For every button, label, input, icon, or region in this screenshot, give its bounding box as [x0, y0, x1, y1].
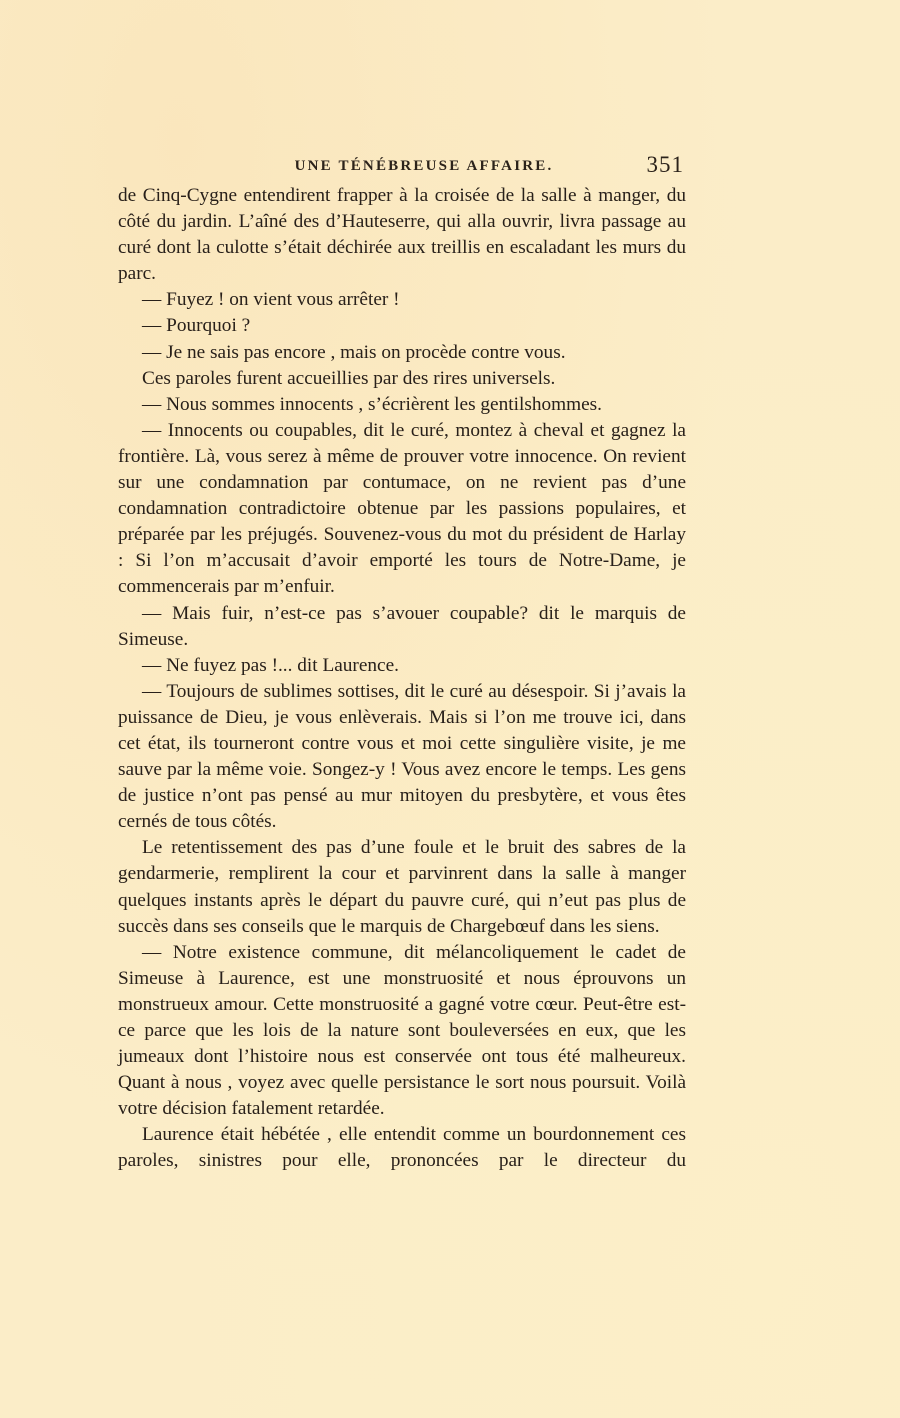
paragraph-dialogue: — Fuyez ! on vient vous arrêter ! [142, 289, 400, 311]
page-number: 351 [646, 152, 684, 177]
paragraph-dialogue: — Nous sommes innocents , s’écrièrent les gentilshommes. [142, 393, 602, 415]
paragraph-continuation: de Cinq-Cygne entendirent frapper à la croisée de la salle à manger, du côté du jardin. L’aîné des d’Hauteserre, qui alla ouvrir, livra passage au curé dont la culotte s’était déchirée aux treillis en escaladant les murs du parc. [118, 185, 686, 285]
paragraph-dialogue: — Notre existence commune, dit mélancoliquement le cadet de Simeuse à Laurence, est une monstruosité et nous éprouvons un monstrueux amour. Cette monstruosité a gagné votre cœur. Peut-être est-ce parce que les lois de la nature sont bouleversées en eux, que les jumeaux dont l’histoire nous est conservée ont tous été malheureux. Quant à nous , voyez avec quelle persistance le sort nous poursuit. Voilà votre décision fatalement retardée. [118, 941, 686, 1120]
running-head [118, 150, 686, 180]
paragraph: Ces paroles furent accueillies par des rires universels. [142, 367, 556, 389]
paragraph-dialogue: — Pourquoi ? [142, 315, 251, 337]
paragraph-dialogue: — Je ne sais pas encore , mais on procède contre vous. [142, 341, 566, 363]
paragraph-dialogue: — Mais fuir, n’est-ce pas s’avouer coupable? dit le marquis de Simeuse. [118, 602, 686, 650]
paragraph: Laurence était hébétée , elle entendit comme un bourdonnement ces paroles, sinistres pour elle, prononcées par le directeur du [118, 1124, 686, 1172]
body-text [118, 183, 686, 1175]
paragraph-dialogue: — Toujours de sublimes sottises, dit le curé au désespoir. Si j’avais la puissance de Dieu, je vous enlèverais. Mais si l’on me trouve ici, dans cet état, ils tourneront contre vous et moi cette singulière visite, je me sauve par la même voie. Songez-y ! Vous avez encore le temps. Les gens de justice n’ont pas pensé au mur mitoyen du presbytère, et vous êtes cernés de tous côtés. [118, 680, 686, 833]
running-title: UNE TÉNÉBREUSE AFFAIRE. [294, 158, 554, 174]
paragraph: Le retentissement des pas d’une foule et le bruit des sabres de la gendarmerie, remplirent la cour et parvinrent dans la salle à manger quelques instants après le départ du pauvre curé, qui n’eut pas plus de succès dans ses conseils que le marquis de Chargebœuf dans les siens. [118, 837, 686, 937]
paragraph-dialogue: — Innocents ou coupables, dit le curé, montez à cheval et gagnez la frontière. Là, vous serez à même de prouver votre innocence. On revient sur une condamnation par contumace, on ne revient pas d’une condamnation contradictoire obtenue par les passions populaires, et préparée par les préjugés. Souvenez-vous du mot du président de Harlay : Si l’on m’accusait d’avoir emporté les tours de Notre-Dame, je commencerais par m’enfuir. [118, 419, 686, 598]
paragraph-dialogue: — Ne fuyez pas !... dit Laurence. [142, 654, 399, 676]
